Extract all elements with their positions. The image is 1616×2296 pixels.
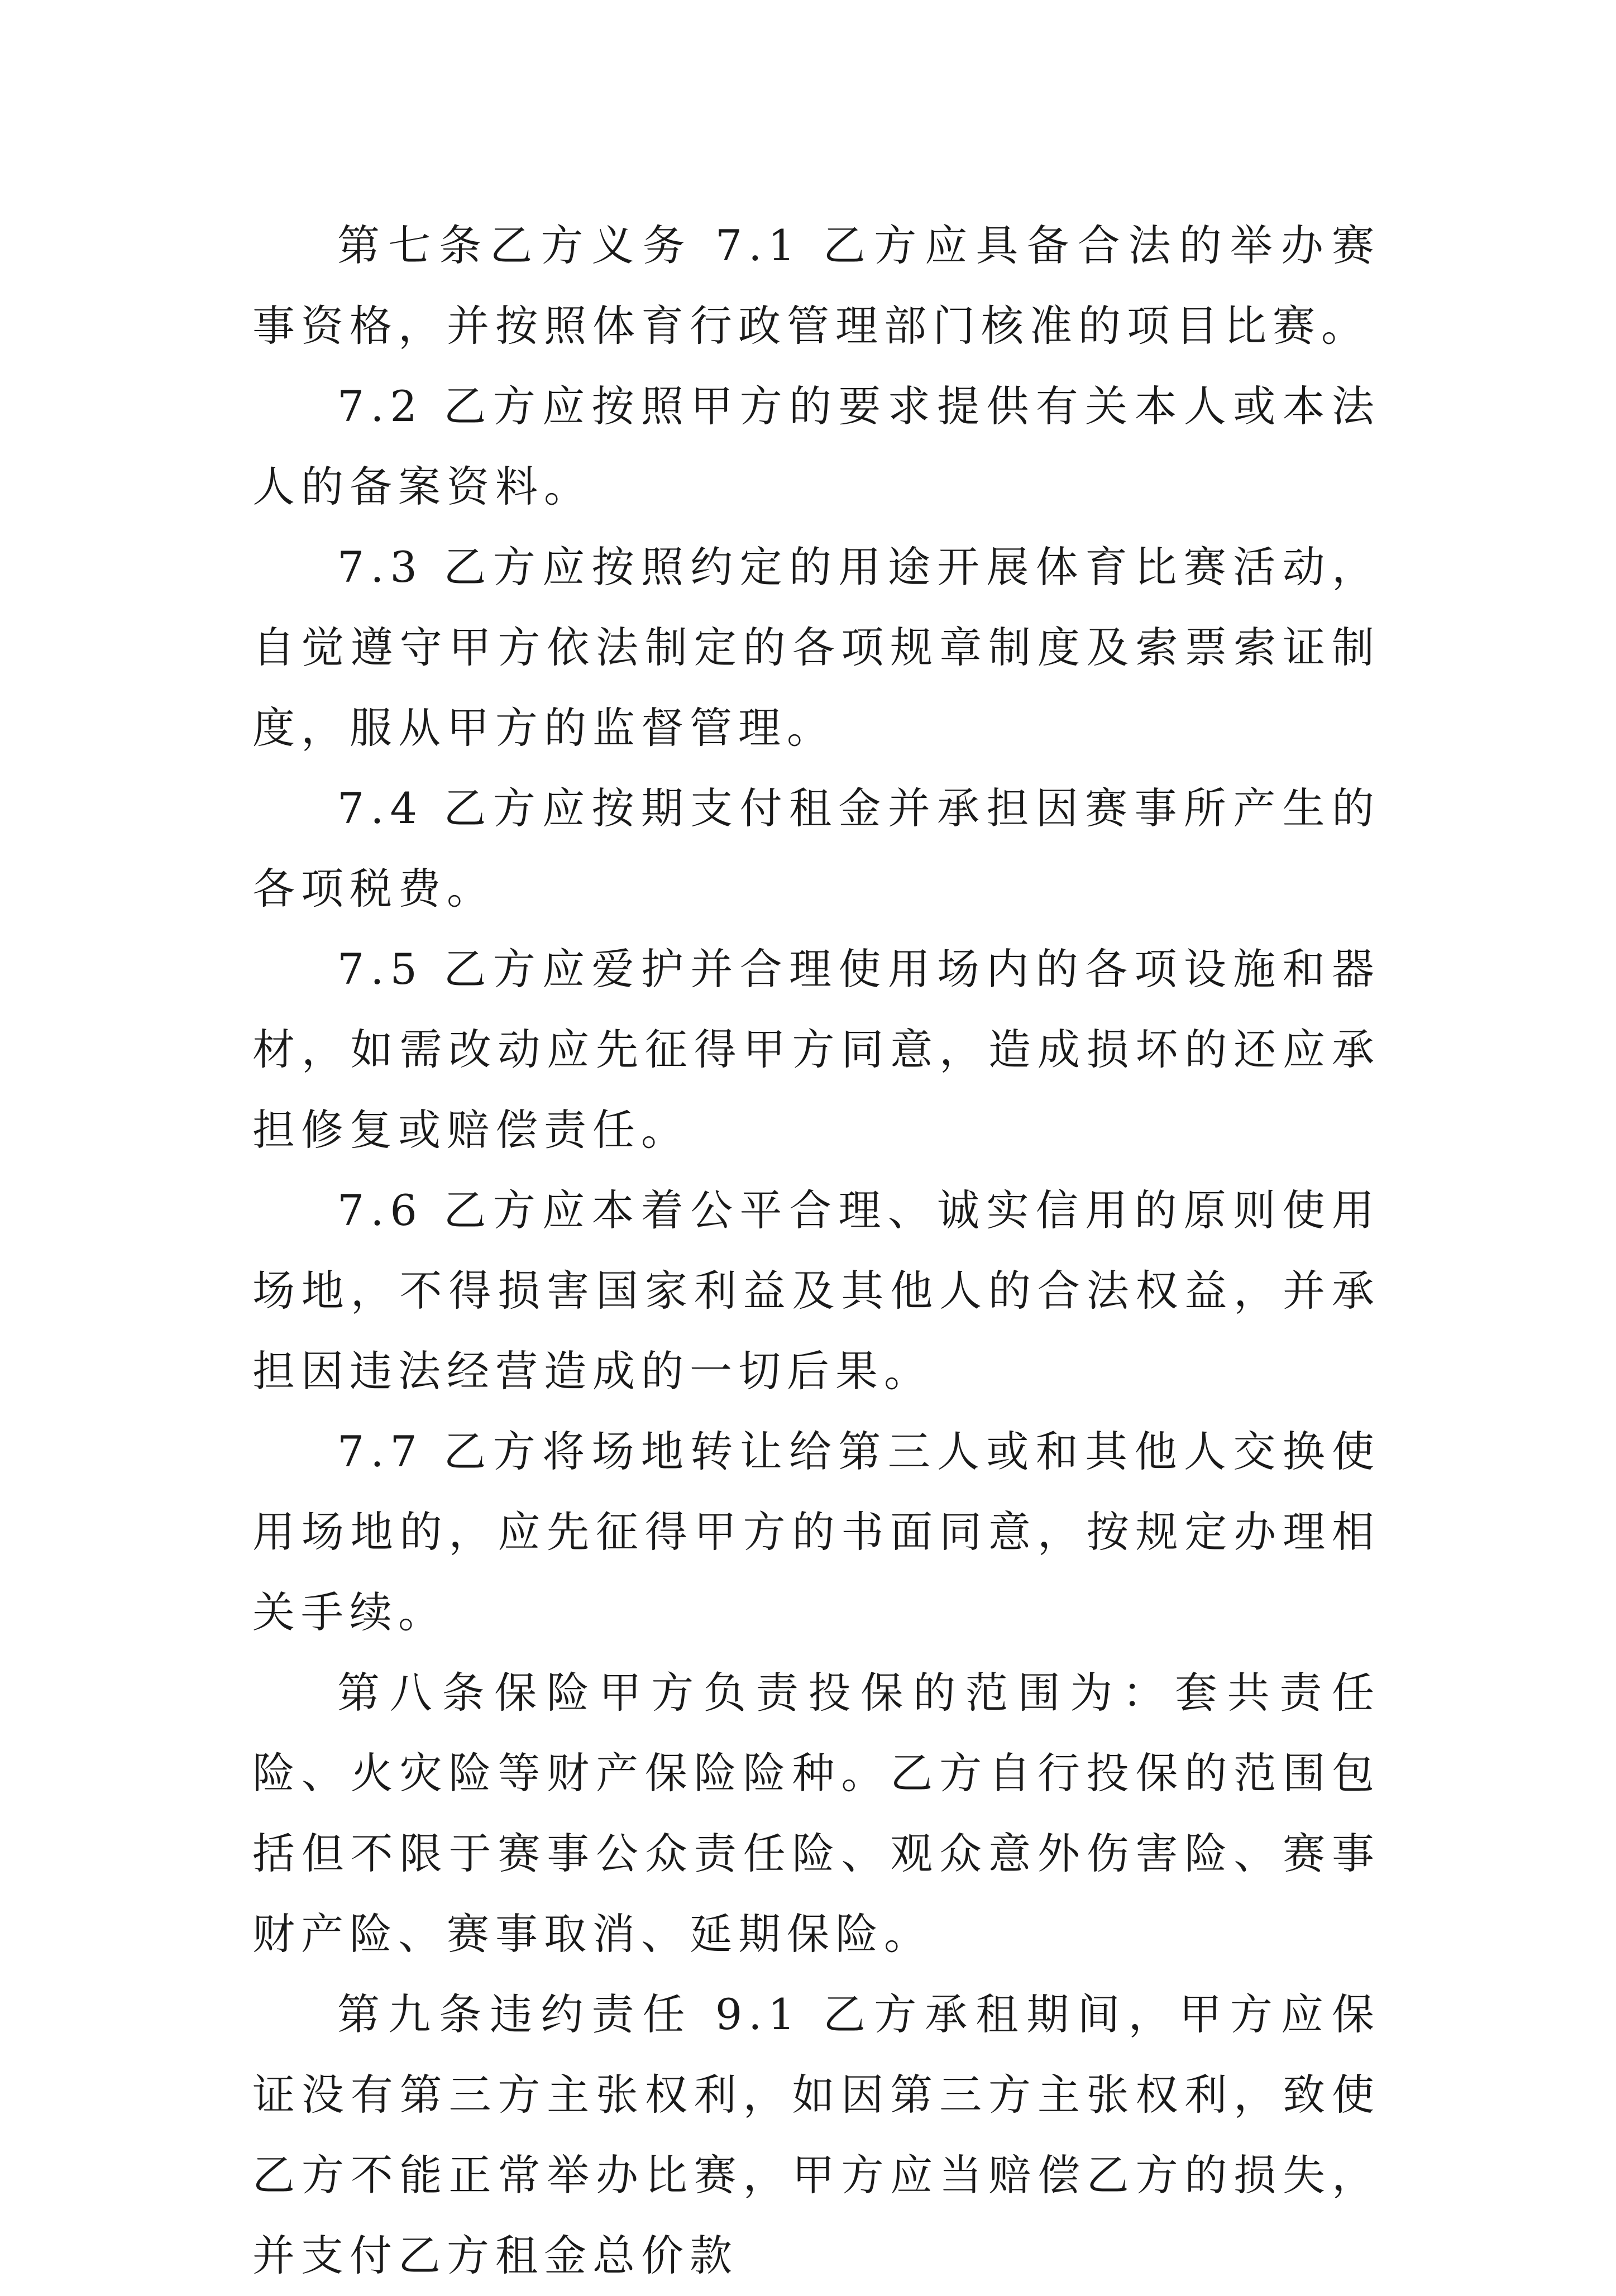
clause-7-3-paragraph: 7.3 乙方应按照约定的用途开展体育比赛活动，自觉遵守甲方依法制定的各项规章制度及索票索证制度，服从甲方的监督管理。 — [252, 542, 1380, 753]
clause-7-7-paragraph: 7.7 乙方将场地转让给第三人或和其他人交换使用场地的，应先征得甲方的书面同意，按规定办理相关手续。 — [252, 1427, 1380, 1637]
clause-7-2-paragraph: 7.2 乙方应按照甲方的要求提供有关本人或本法人的备案资料。 — [252, 381, 1380, 511]
article-8-insurance-paragraph: 第八条保险甲方负责投保的范围为：套共责任险、火灾险等财产保险险种。乙方自行投保的范围包括但不限于赛事公众责任险、观众意外伤害险、赛事财产险、赛事取消、延期保险。 — [252, 1668, 1380, 1959]
article-7-obligations-paragraph: 第七条乙方义务 7.1 乙方应具备合法的举办赛事资格，并按照体育行政管理部门核准的项目比赛。 — [252, 221, 1380, 351]
article-9-liability-paragraph: 第九条违约责任 9.1 乙方承租期间，甲方应保证没有第三方主张权利，如因第三方主张权利，致使乙方不能正常举办比赛，甲方应当赔偿乙方的损失，并支付乙方租金总价款 — [252, 1989, 1380, 2280]
clause-7-4-paragraph: 7.4 乙方应按期支付租金并承担因赛事所产生的各项税费。 — [252, 783, 1380, 913]
document-body — [252, 205, 1380, 2296]
clause-7-6-paragraph: 7.6 乙方应本着公平合理、诚实信用的原则使用场地，不得损害国家利益及其他人的合法权益，并承担因违法经营造成的一切后果。 — [252, 1185, 1380, 1396]
clause-7-5-paragraph: 7.5 乙方应爱护并合理使用场内的各项设施和器材，如需改动应先征得甲方同意，造成损坏的还应承担修复或赔偿责任。 — [252, 944, 1380, 1155]
